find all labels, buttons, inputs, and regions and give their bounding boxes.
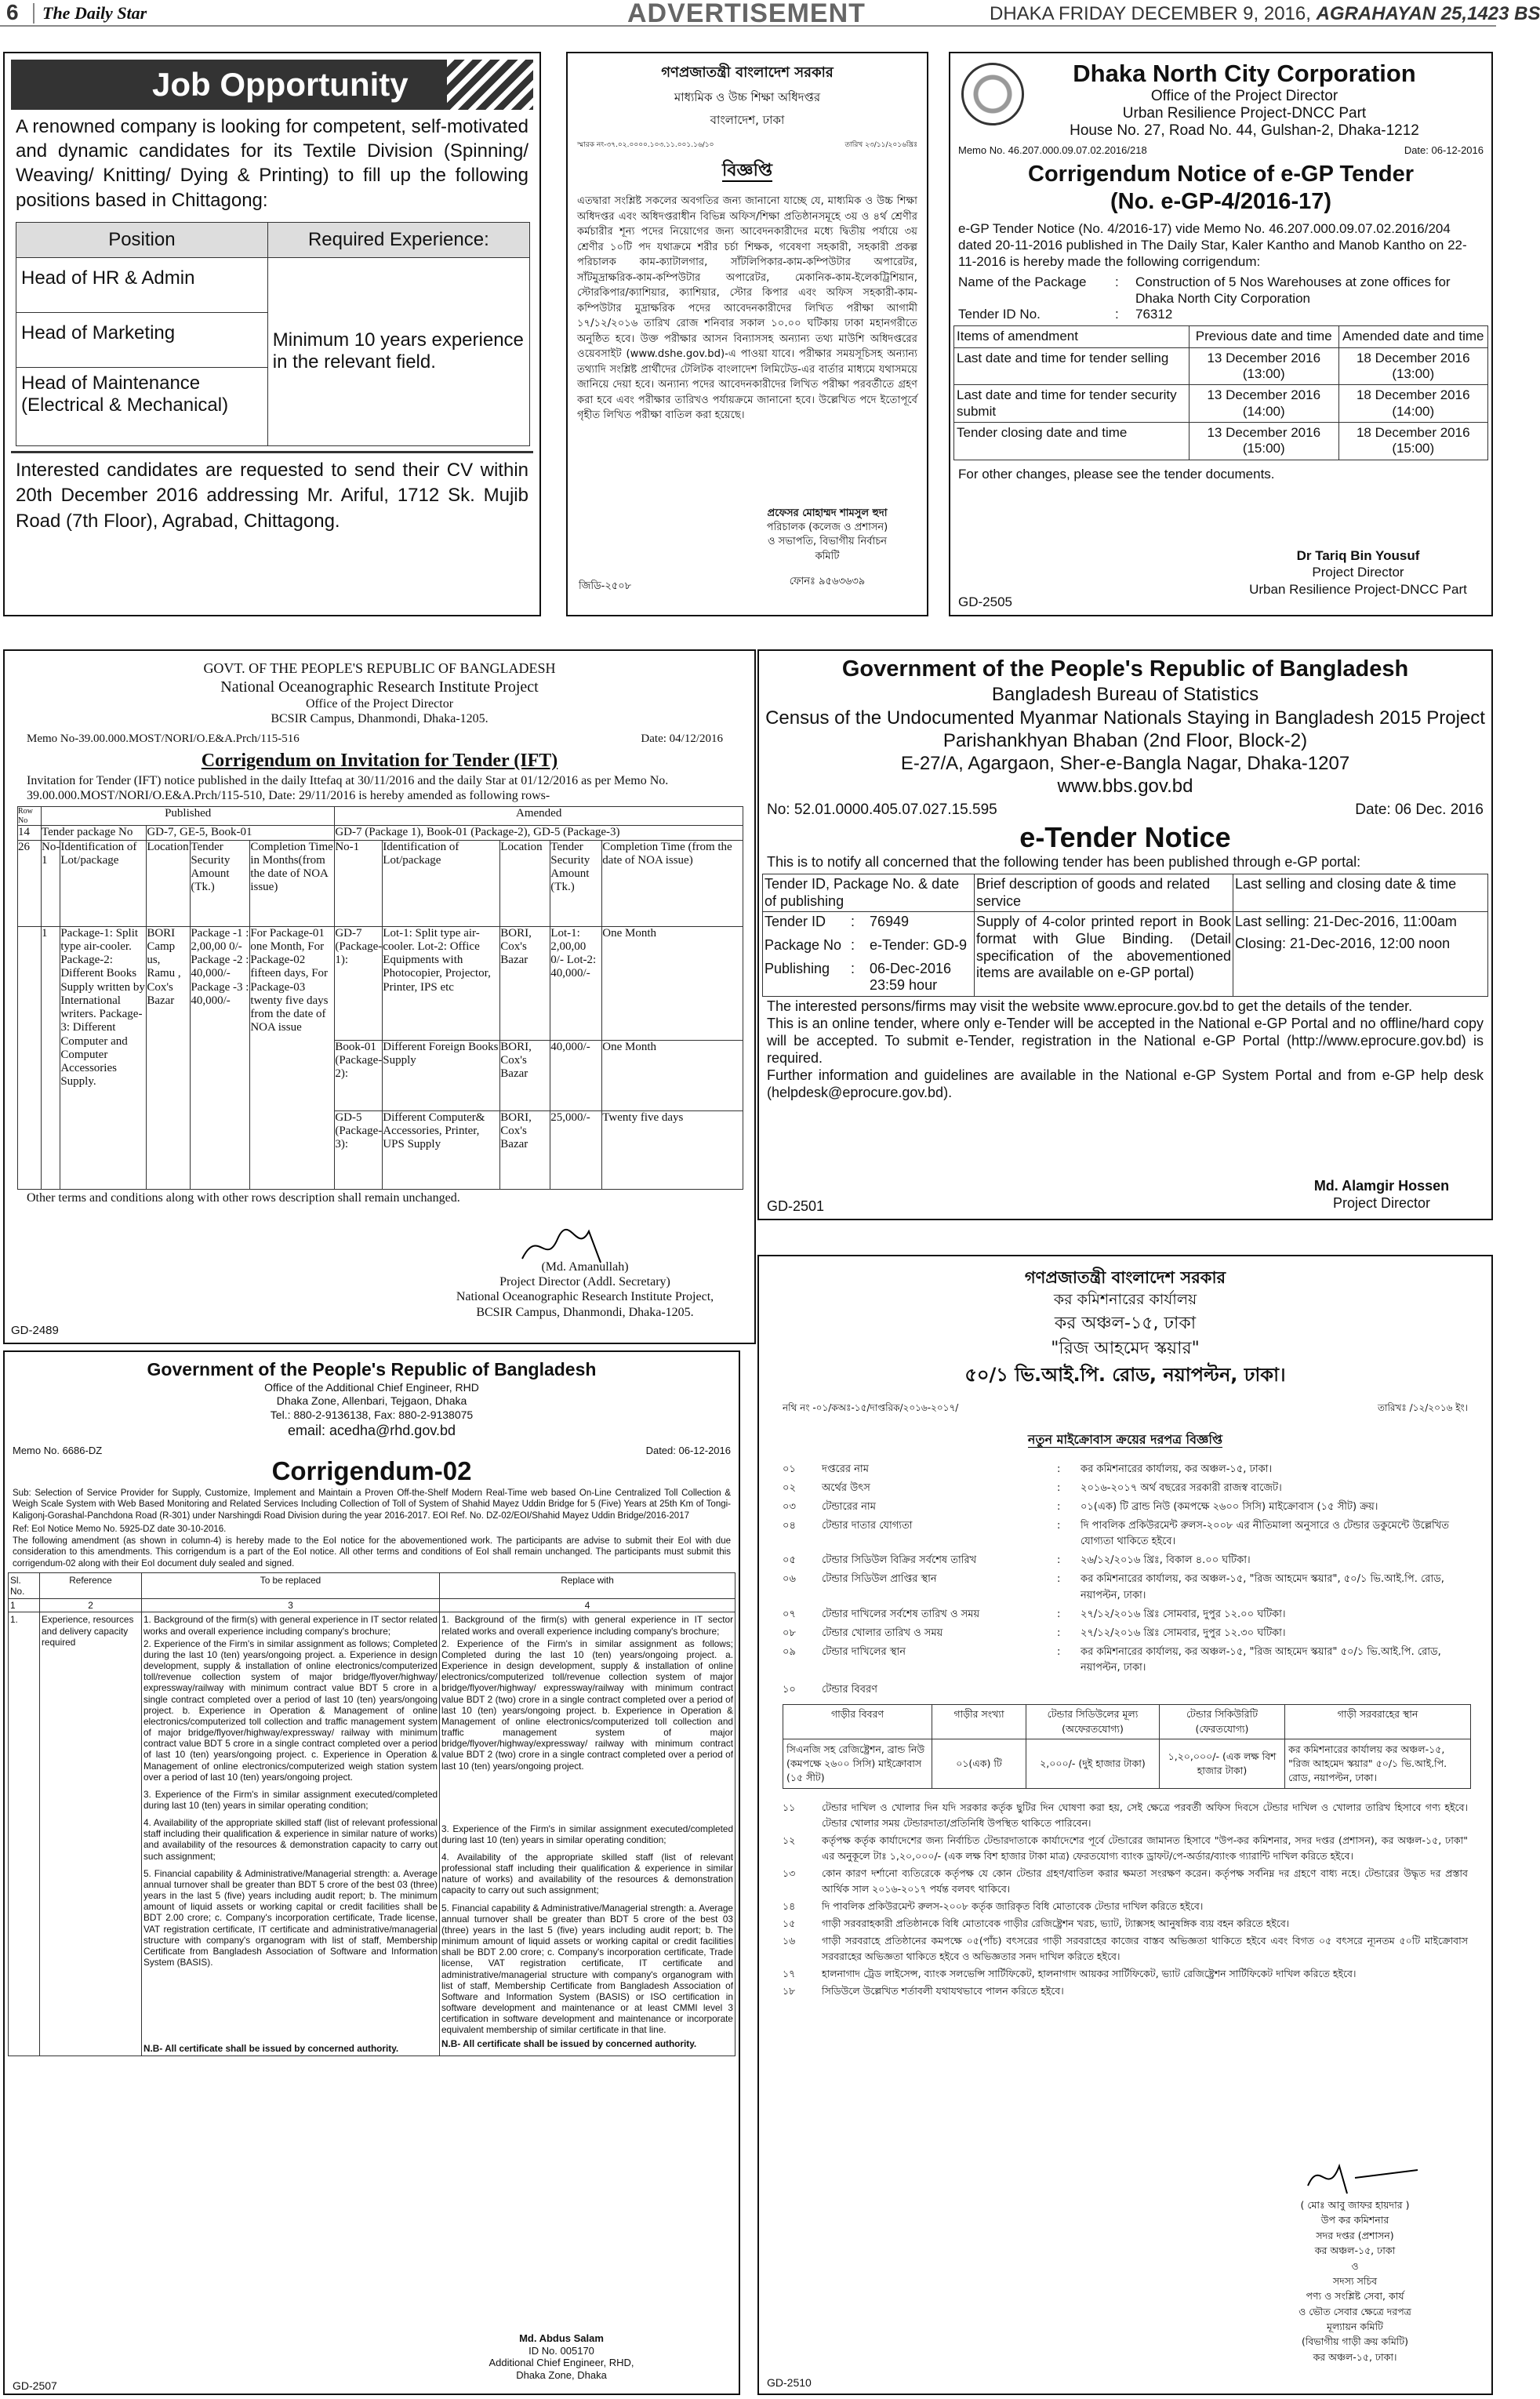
tax-notice: গণপ্রজাতন্ত্রী বাংলাদেশ সরকার কর কমিশনারের কার্যালয় কর অঞ্চল-১৫, ঢাকা "রিজ আহমেদ স্কয়ার" ৫০/১ ভি.আই.পি. রোড, নয়াপল্টন, ঢাকা। নথি নং -০১/কঅঃ-১৫/দাপ্তরিক/২০১৬-২০১৭/ তারিখঃ /১২/২০১৬ ইং। নতুন মাইক্রোবাস ক্রয়ের দরপত্র বিজ্ঞপ্তি ০১ দপ্তরের নাম : কর কমিশনারের কার্যালয়, কর অঞ্চল-১৫, ঢাকা। ০২ অর্থের উৎস : ২০১৬-২০১৭ অর্থ বছরের সরকারী রাজস্ব বাজেট। ০৩ টেন্ডারের নাম : ০১(এক) টি ব্রান্ড নিউ (কমপক্ষে ২৬০০ সিসি) মাইক্রোবাস (১৫ সীট) ক্রয়। ০৪ টেন্ডার দাতার যোগ্যতা : দি পাবলিক প্রকিউরমেন্ট রুলস-২০০৮ এর নীতিমালা অনুসারে ও টেন্ডার ডকুমেন্টে উল্লেখিত যোগ্যতা থাকিতে হইবে। ০৫ টেন্ডার সিডিউল বিক্রির সর্বশেষ তারিখ : ২৬/১২/২০১৬ খ্রিঃ, বিকাল ৪.০০ ঘটিকা। ০৬ টেন্ডার সিডিউল প্রাপ্তির স্থান : কর কমিশনারের কার্যালয়, কর অঞ্চল-১৫, "রিজ আহমেদ স্কয়ার", ৫০/১ ভি.আই.পি. রোড, নয়াপল্টন, ঢাকা। ০৭ টেন্ডার দাখিলের সর্বশেষ তারিখ ও সময় : ২৭/১২/২০১৬ খ্রিঃ সোমবার, দুপুর ১২.০০ ঘটিকা। ০৮ টেন্ডার খোলার তারিখ ও সময় : ২৭/১২/২০১৬ খ্রিঃ সোমবার, দুপুর ১২.৩০ ঘটিকা। ০৯ টেন্ডার দাখিলের স্থান : কর কমিশনারের কার্যালয়, কর অঞ্চল-১৫, "রিজ আহমেদ স্কয়ার" ৫০/১ ভি.আই.পি. রোড, নয়াপল্টন, ঢাকা। ১০ টেন্ডার বিবরণ গাড়ীর বিবরণ গাড়ীর সংখ্যা টেন্ডার সিডিউলের মূল্য (অফেরতযোগ্য) টেন্ডার সিকিউরিটি (ফেরতযোগ্য) গাড়ী সরবরাহের স্থান সিএনজি সহ রেজিষ্ট্রেশন, ব্রান্ড নিউ (কমপক্ষে ২৬০০ সিসি) মাইক্রোবাস (১৫ সীট) ০১(এক) টি ২,০০০/- (দুই হাজার টাকা) ১,২০,০০০/- (এক লক্ষ বিশ হাজার টাকা) কর কমিশনারের কার্যালয় কর অঞ্চল-১৫, "রিজ আহমেদ স্কয়ার" ৫০/১ ভি.আই.পি. রোড, নয়াপল্টন, ঢাকা। ১১ টেন্ডার দাখিল ও খোলার দিন যদি সরকার কর্তৃক ছুটির দিন ঘোষণা করা হয়, সেই ক্ষেত্রে পরবর্তী অফিস দিবসে টেন্ডার দাখিল ও খোলার তারিখ হিসাবে গণ্য হইবে। টেন্ডার খোলার সময় টেন্ডারদাতা/প্রতিনিধি উপস্থিত থাকিতে পারিবেন। ১২ কর্তৃপক্ষ কর্তৃক কার্যাদেশের জন্য নির্বাচিত টেন্ডারদাতাকে কার্যাদেশের পূর্বে টেন্ডারের জামানত হিসাবে "উপ-কর কমিশনার, সদর দপ্তর (প্রশাসন), কর অঞ্চল-১৫, ঢাকা" এর অনুকূলে টাঃ ১,২০,০০০/- (এক লক্ষ বিশ হাজার টাকা মাত্র) ফেরতযোগ্য ব্যাংক ড্রাফট/পে-অর্ডার/ব্যাংক গ্যারান্টি দাখিল করিতে হইবে। ১৩ কোন কারণ দর্শানো ব্যতিরেকে কর্তৃপক্ষ যে কোন টেন্ডার গ্রহণ/বাতিল করার ক্ষমতা সংরক্ষণ করেন। কর্তৃপক্ষ সর্বনিম্ন দর গ্রহণে বাধ্য নহে। টেন্ডারের উদ্ধৃত দর প্রস্তাব আর্থিক সাল ২০১৬-২০১৭ পর্যন্ত বলবৎ থাকিবে। ১৪ দি পাবলিক প্রকিউরমেন্ট রুলস-২০০৮ কর্তৃক জারিকৃত বিধি মোতাবেক টেন্ডার দাখিল করিতে হইবে। ১৫ গাড়ী সরবরাহকারী প্রতিষ্ঠানকে বিধি মোতাবেক গাড়ীর রেজিষ্ট্রেশন খরচ, ভ্যাট, ট্যাক্সসহ আনুষঙ্গিক ব্যয় বহন করিতে হইবে। ১৬ গাড়ী সরবরাহে প্রতিষ্ঠানের কমপক্ষে ০৫(পাঁচ) বৎসরের গাড়ী সরবরাহের কাজের বাস্তব অভিজ্ঞতা থাকিতে হইবে এবং বিগত ০৫ বৎসরে ন্যূনতম ৫০টি মাইক্রোবাস সরবরাহের অভিজ্ঞতা থাকিতে হইবে ও অভিজ্ঞতার সনদ দাখিল করিতে হইবে। ১৭ হালনাগাদ ট্রেড লাইসেন্স, ব্যাংক সলভেন্সি সার্টিফিকেট, হালনাগাদ আয়কর সার্টিফিকেট, ভ্যাট রেজিষ্ট্রেশন সার্টিফিকেট দাখিল করিতে হইবে। ১৮ সিডিউলে উল্লেখিত শর্তাবলী যথাযথভাবে পালন করিতে হইবে। ( মোঃ আবু জাফর হায়দার ) উপ কর কমিশনার সদর দপ্তর (প্রশাসন) কর অঞ্চল-১৫, ঢাকা ও সদস্য সচিব পণ্য ও সংশ্লিষ্ট সেবা, কার্য ও ভৌত সেবার ক্ষেত্রে দরপত্র মূল্যায়ন কমিটি (বিভাগীয় গাড়ী ক্রয় কমিটি) কর অঞ্চল-১৫, ঢাকা। GD-2510 [757, 1255, 1493, 2395]
stripes-decoration [447, 60, 533, 110]
edu-place: বাংলাদেশ, ঢাকা [710, 113, 785, 127]
section-title: ADVERTISEMENT [627, 0, 866, 28]
tax-heading: নতুন মাইক্রোবাস ক্রয়ের দরপত্র বিজ্ঞপ্তি [1027, 1431, 1223, 1447]
nori-notice: GOVT. OF THE PEOPLE'S REPUBLIC OF BANGLADESH National Oceanographic Research Institute Project Office of the Project Director BCSIR Campus, Dhanmondi, Dhaka-1205. Memo No-39.00.000.MOST/NORI/O.E&A.Prch/115-516 Date: 04/12/2016 Corrigendum on Invitation for Tender (IFT) Invitation for Tender (IFT) notice published in the daily Ittefaq at 30/11/2016 and the daily Star at 01/12/2016 as per Memo No. 39.00.000.MOST/NORI/O.E&A.Prch/115-510, Date: 29/11/2016 is hereby amended as following rows- Row No Published Amended 14 Tender package No GD-7, GE-5, Book-01 GD-7 (Package 1), Book-01 (Package-2), GD-5 (Package-3) 26 No-1 Identification of Lot/package Location Tender Security Amount (Tk.) Completion Time in Months(from the date of NOA issue) No-1 Identification of Lot/package Location Tender Security Amount (Tk.) Completion Time (from the date of NOA issue) 1 Package-1: Split type air-cooler. Package-2: Different Books Supply written by International writers. Package-3: Different Computer and Computer Accessories Supply. BORI Camp us, Ramu , Cox's Bazar Package -1 : 2,00,00 0/- Package -2 : 40,000/- Package -3 : 40,000/- For Package-01 one Month, For Package-02 fifteen days, For Package-03 twenty five days from the date of NOA issue GD-7 (Package-1): Lot-1: Split type air-cooler. Lot-2: Office Equipments with Photocopier, Projector, Printer, IPS etc BORI, Cox's Bazar Lot-1: 2,00,00 0/- Lot-2: 40,000/- One Month Book-01 (Package-2): Different Foreign Books Supply BORI, Cox's Bazar 40,000/- One Month GD-5 (Package-3): Different Computer& Accessories, Printer, UPS Supply BORI, Cox's Bazar 25,000/- Twenty five days Other terms and conditions along with other rows description shall remain unchanged. (Md. Amanullah) Project Director (Addl. Secretary) National Oceanographic Research Institute Project, BCSIR Campus, Dhanmondi, Dhaka-1205. GD-2489 [3, 649, 756, 1344]
edu-body: এতদ্বারা সংশ্লিষ্ট সকলের অবগতির জন্য জানানো যাচ্ছে যে, মাধ্যমিক ও উচ্চ শিক্ষা অধিদপ্তর এবং অধিদপ্তরাধীন বিভিন্ন অফিস/শিক্ষা প্রতিষ্ঠানসমূহে ৩য় ও ৪র্থ শ্রেণীর কর্মচারীর শূন্য পদের নিয়োগের জন্য আবেদনকারীদের মধ্যে দ্বিতীয় পর্যায়ে ৩য় শ্রেণীর ১০টি পদ যথাক্রমে শরীর চর্চা শিক্ষক, গবেষণা সহকারী, সহকারী প্রকল্প পরিচালক কাম-ক্যাটালগার, সাঁটলিপিকার-কাম-কম্পিউটার অপারেটর, সাঁটমুদ্রাক্ষরিক-কাম-কম্পিউটার অপারেটর, মেকানিক-কাম-ইলেকট্রিশিয়ান, স্টোরকিপার/ক্যাশিয়ার, ক্যাশিয়ার, স্টোর কিপার এবং অফিস সহকারী-কাম-কম্পিউটার মুদ্রাক্ষরিক পদের আবেদনকারীদের লিখিত পরীক্ষা আগামী ১৭/১২/২০১৬ তারিখ রোজ শনিবার সকাল ১০.০০ ঘটিকায় ঢাকা মহানগরীতে অনুষ্ঠিত হবে। উক্ত পরীক্ষার আসন বিন্যাসসহ অন্যান্য তথ্য মাউশি অধিদপ্তরের ওয়েবসাইট (www.dshe.gov.bd)-এ পাওয়া যাবে। পরীক্ষার সময়সূচিসহ অন্যান্য তথ্যাদি সংশ্লিষ্ট প্রার্থীদের টেলিটক বাংলাদেশ লিমিটেড-এর বার্তার মাধ্যমে যথাসময়ে জানিয়ে দেয়া হবে। অন্যান্য পদের আবেদনকারীদের লিখিত পরীক্ষা পরবর্তীতে গ্রহণ করা হবে এবং পরীক্ষার তারিখও পর্যায়ক্রমে জানানো হবে। উল্লেখিত পদে ইতোপূর্বে গৃহীত লিখিত পরীক্ষা বাতিল করা হয়েছে। [577, 195, 917, 422]
job-col-experience: Required Experience: [267, 222, 529, 257]
edu-notice: গণপ্রজাতন্ত্রী বাংলাদেশ সরকার মাধ্যমিক ও উচ্চ শিক্ষা অধিদপ্তর বাংলাদেশ, ঢাকা স্মারক নং-৩৭.০২.০০০০.১০৩.১১.০০১.১৬/১০ তারিখ ২৩/১১/২০১৬খ্রিঃ বিজ্ঞপ্তি এতদ্বারা সংশ্লিষ্ট সকলের অবগতির জন্য জানানো যাচ্ছে যে, মাধ্যমিক ও উচ্চ শিক্ষা অধিদপ্তর এবং অধিদপ্তরাধীন বিভিন্ন অফিস/শিক্ষা প্রতিষ্ঠানসমূহে ৩য় ও ৪র্থ শ্রেণীর কর্মচারীর শূন্য পদের নিয়োগের জন্য আবেদনকারীদের মধ্যে দ্বিতীয় পর্যায়ে ৩য় শ্রেণীর ১০টি পদ যথাক্রমে শরীর চর্চা শিক্ষক, গবেষণা সহকারী, সহকারী প্রকল্প পরিচালক কাম-ক্যাটালগার, সাঁটলিপিকার-কাম-কম্পিউটার অপারেটর, সাঁটমুদ্রাক্ষরিক-কাম-কম্পিউটার অপারেটর, মেকানিক-কাম-ইলেকট্রিশিয়ান, স্টোরকিপার/ক্যাশিয়ার, ক্যাশিয়ার, স্টোর কিপার এবং অফিস সহকারী-কাম-কম্পিউটার মুদ্রাক্ষরিক পদের আবেদনকারীদের লিখিত পরীক্ষা আগামী ১৭/১২/২০১৬ তারিখ রোজ শনিবার সকাল ১০.০০ ঘটিকায় ঢাকা মহানগরীতে অনুষ্ঠিত হবে। উক্ত পরীক্ষার আসন বিন্যাসসহ অন্যান্য তথ্য মাউশি অধিদপ্তরের ওয়েবসাইট (www.dshe.gov.bd)-এ পাওয়া যাবে। পরীক্ষার সময়সূচিসহ অন্যান্য তথ্যাদি সংশ্লিষ্ট প্রার্থীদের টেলিটক বাংলাদেশ লিমিটেড-এর বার্তার মাধ্যমে যথাসময়ে জানিয়ে দেয়া হবে। অন্যান্য পদের আবেদনকারীদের লিখিত পরীক্ষা পরবর্তীতে গ্রহণ করা হবে এবং পরীক্ষার তারিখও পর্যায়ক্রমে জানানো হবে। উল্লেখিত পদে ইতোপূর্বে গৃহীত লিখিত পরীক্ষা বাতিল করা হয়েছে। প্রফেসর মোহাম্মদ শামসুল হুদা পরিচালক (কলেজ ও প্রশাসন) ও সভাপতি, বিভাগীয় নির্বাচন কমিটি ফোনঃ ৯৫৬৩৬৩৯ জিডি-২৫০৮ [566, 52, 928, 616]
tax-signature-icon [1300, 2154, 1426, 2201]
job-position: Head of Marketing [16, 312, 268, 367]
edu-signer: প্রফেসর মোহাম্মদ শামসুল হুদা [767, 507, 888, 519]
job-title: Job Opportunity [152, 66, 409, 103]
nori-title: Corrigendum on Invitation for Tender (IFT) [201, 750, 558, 771]
job-intro: A renowned company is looking for competent, self-motivated and dynamic candidates for its Textile Division (Spinning/ Weaving/ Knitting/ Dying & Printing) to fill up the following positions based in Chittagong: [16, 116, 528, 211]
job-position: Head of HR & Admin [16, 257, 268, 312]
dncc-notice: Dhaka North City Corporation Office of the Project Director Urban Resilience Project-DNCC Part House No. 27, Road No. 44, Gulshan-2, Dhaka-1212 Memo No. 46.207.000.09.07.02.2016/218 Date: 06-12-2016 Corrigendum Notice of e-GP Tender (No. e-GP-4/2016-17) e-GP Tender Notice (No. 4/2016-17) vide Memo No. 46.207.000.09.07.02.2016/204 dated 20-11-2016 published in The Daily Star, Kaler Kantho and Manob Kantho on 22-11-2016 is hereby made the following corrigendum: Name of the Package : Construction of 5 Nos Warehouses at zone offices for Dhaka North City Corporation Tender ID No. : 76312 Items of amendment Previous date and time Amended date and time Last date and time for tender selling 13 December 2016 (13:00) 18 December 2016 (13:00) Last date and time for tender security submit 13 December 2016 (14:00) 18 December 2016 (14:00) Tender closing date and time 13 December 2016 (15:00) 18 December 2016 (15:00) For other changes, please see the tender documents. Dr Tariq Bin Yousuf Project Director Urban Resilience Project-DNCC Part GD-2505 [949, 52, 1493, 616]
dncc-title: Dhaka North City Corporation [1073, 60, 1416, 87]
job-col-position: Position [16, 222, 268, 257]
tax-code: GD-2510 [767, 2376, 812, 2389]
bbs-table: Tender ID, Package No. & date of publishing Brief description of goods and related service Last selling and closing date & time Tender ID : 76949 Package No : e-Tender: GD-9 Publishing : 06-Dec-2016 23:59 hour Supply of 4-color printed report in Book format with Glue Binding. (Detail specification of the abovementioned items are available on e-GP portal) Last selling: 21-Dec-2016, 11:00am Closing: 21-Dec-2016, 12:00 noon [762, 874, 1488, 997]
paper-logo: The Daily Star [33, 3, 147, 24]
rhd-notice: Government of the People's Republic of Bangladesh Office of the Additional Chief Engineer, RHD Dhaka Zone, Allenbari, Tejgaon, Dhaka Tel.: 880-2-9136138, Fax: 880-2-9138075 email: acedha@rhd.gov.bd Memo No. 6686-DZ Dated: 06-12-2016 Corrigendum-02 Sub: Selection of Service Provider for Supply, Customize, Implement and Maintain a Proven Off-the-Shelf Modern Real-Time web based On-Line Centralized Toll Collection & Weigh Scale System with Web Based Monitoring and Related Services Including Collection of Toll of System of Shahid Mayez Uddin Bridge for 5 (Five) Years at 25th Km of Tongi-Kaligonj-Gorashal-Panchdona Road (R-301) under Narshingdi Road Division during the year 2016-2017. EOI Ref. No. DZ-02/EOI/Shahid Mayez Uddin Bridge/2016-2017 Ref: EoI Notice Memo No. 5925-DZ date 30-10-2016. The following amendment (as shown in column-4) is hereby made to the EoI notice for the abovementioned work. The participants are advise to submit their EoI with due consideration to this amendments. This corrigendum is a part of the EoI notice. All other terms and conditions of EoI shall remain unchanged. The participants must submit this corrigendum-02 along with their EoI document duly sealed and signed. Sl. No. Reference To be replaced Replace with 1 2 3 4 1. Experience, resources and delivery capacity required 1. Background of the firm(s) with general experience in IT sector related works and overall experience including company's brochure; 2. Experience of the Firm's in similar assignment as follows; Completed during the last 10 (ten) years/ongoing project. a. Experience in design development, supply & installation of online electronics/computerized toll/revenue collection system of major bridge/flyover/highway/ expressway/railway with minimum contract value BDT 5 crore in a single contract completed over a period of last 10 (ten) years/ongoing project. b. Experience in Operation & Management of online electronics/computerized toll collection and traffic management system of major bridge/flyover/highway/expressway/ railway with minimum contract value BDT 5 crore in a single contract completed over a period of last 10 (ten) years/ongoing project. c. Experience in Operation & Management of online electronics/computerized weigh station system over a period of last 10 (ten) years/ongoing project. 3. Experience of the Firm's in similar assignment executed/completed during last 10 (ten) years in similar operating condition; 4. Availability of the appropriate skilled staff (list of relevant professional staff including their qualification & experience in similar nature of works) and availability of the resources & demonstration capacity to carry out such assignment; 5. Financial capability & Administrative/Managerial strength: a. Average annual turnover shall be greater than BDT 5 crore of the best 03 (three) years in the last 5 (five) years including audit report; b. The minimum amount of liquid assets or working capital or credit facilities shall be BDT 2.00 crore; c. Company's incorporation certificate, Trade license, VAT registration certificate, IT certificate and administrative/managerial structure with company's organogram with list of staff, Membership Certificate from Bangladesh Association of Software and Information System (BASIS). N.B- All certificate shall be issued by concerned authority. 1. Background of the firm(s) with general experience in IT sector related works and overall experience including company's brochure; 2. Experience of the Firm's in similar assignment as follows; Completed during the last 10 (ten) years/ongoing project. a. Experience in design development, supply & installation of online electronics/computerized toll/revenue collection system of major bridge/flyover/highway/ expressway/railway with minimum contract value BDT 2 (two) crore in a single contract completed over a period of last 10 (ten) years/ongoing project. b. Experience in Operation & Management of online electronics/computerized toll collection and traffic management system of major bridge/flyover/highway/expressway/ railway with minimum contract value BDT 2 (two) crore in a single contract completed over a period of last 10 (ten) years/ongoing project. 3. Experience of the Firm's in similar assignment executed/completed during last 10 (ten) years in similar operating condition; 4. Availability of the appropriate skilled staff (list of relevant professional staff including their qualification & experience in similar nature of works) and availability of the resources & demonstration capacity to carry out such assignment; 5. Financial capability & Administrative/Managerial strength: a. Average annual turnover shall be greater than BDT 5 crore of the best 03 (three) years in the last 5 (five) years including audit report; b. The minimum amount of liquid assets or working capital or credit facilities shall be BDT 2.00 crore; c. Company's incorporation certificate, Trade license, VAT registration certificate, IT certificate and administrative/managerial structure with company's organogram with list of staff, Membership Certificate from Bangladesh Association of Software and Information System (BASIS) or ISO certification in software development and maintenance or at least CMMI level 3 certification in software development and maintenance or incorporate equivalent membership of similar certificate in that line. N.B- All certificate shall be issued by concerned authority. Md. Abdus Salam ID No. 005170 Additional Chief Engineer, RHD, Dhaka Zone, Dhaka GD-2507 [3, 1350, 740, 2395]
job-table [16, 222, 530, 446]
tax-table: গাড়ীর বিবরণ গাড়ীর সংখ্যা টেন্ডার সিডিউলের মূল্য (অফেরতযোগ্য) টেন্ডার সিকিউরিটি (ফেরতযোগ্য) গাড়ী সরবরাহের স্থান সিএনজি সহ রেজিষ্ট্রেশন, ব্রান্ড নিউ (কমপক্ষে ২৬০০ সিসি) মাইক্রোবাস (১৫ সীট) ০১(এক) টি ২,০০০/- (দুই হাজার টাকা) ১,২০,০০০/- (এক লক্ষ বিশ হাজার টাকা) কর কমিশনারের কার্যালয় কর অঞ্চল-১৫, "রিজ আহমেদ স্কয়ার" ৫০/১ ভি.আই.পি. রোড, নয়াপল্টন, ঢাকা। [783, 1704, 1471, 1789]
edu-date: তারিখ ২৩/১১/২০১৬খ্রিঃ [844, 141, 917, 149]
nori-code: GD-2489 [11, 1324, 59, 1337]
bbs-notice: Government of the People's Republic of Bangladesh Bangladesh Bureau of Statistics Census of the Undocumented Myanmar Nationals Staying in Bangladesh 2015 Project Parishankhyan Bhaban (2nd Floor, Block-2) E-27/A, Agargaon, Sher-e-Bangla Nagar, Dhaka-1207 www.bbs.gov.bd No: 52.01.0000.405.07.027.15.595 Date: 06 Dec. 2016 e-Tender Notice This is to notify all concerned that the following tender has been published through e-GP portal: Tender ID, Package No. & date of publishing Brief description of goods and related service Last selling and closing date & time Tender ID : 76949 Package No : e-Tender: GD-9 Publishing : 06-Dec-2016 23:59 hour Supply of 4-color printed report in Book format with Glue Binding. (Detail specification of the abovementioned items are available on e-GP portal) Last selling: 21-Dec-2016, 11:00am Closing: 21-Dec-2016, 12:00 noon The interested persons/firms may visit the website www.eprocure.gov.bd to get the details of the tender. This is an online tender, where only e-Tender will be accepted in the National e-GP Portal and no offline/hard copy will be accepted. To submit e-Tender, registration in the National e-GP Portal (http://www.eprocure.gov.bd) is required. Further information and guidelines are available in the National e-GP System Portal and from e-GP help desk (helpdesk@eprocure.gov.bd). Md. Alamgir Hossen Project Director GD-2501 [757, 649, 1493, 1220]
edu-title: বিজ্ঞপ্তি [722, 161, 772, 180]
rhd-code: GD-2507 [13, 2379, 57, 2392]
job-ad [3, 52, 541, 616]
header-date: DHAKA FRIDAY DECEMBER 9, 2016, AGRAHAYAN 25,1423 BS [990, 3, 1540, 24]
bbs-heading: e-Tender Notice [1019, 820, 1231, 853]
rhd-table: Sl. No. Reference To be replaced Replace with 1 2 3 4 1. Experience, resources and delivery capacity required 1. Background of the firm(s) with general experience in IT sector related works and overall experience including company's brochure; 2. Experience of the Firm's in similar assignment as follows; Completed during the last 10 (ten) years/ongoing project. a. Experience in design development, supply & installation of online electronics/computerized toll/revenue collection system of major bridge/flyover/highway/ expressway/railway with minimum contract value BDT 5 crore in a single contract completed over a period of last 10 (ten) years/ongoing project. b. Experience in Operation & Management of online electronics/computerized toll collection and traffic management system of major bridge/flyover/highway/expressway/ railway with minimum contract value BDT 5 crore in a single contract completed over a period of last 10 (ten) years/ongoing project. c. Experience in Operation & Management of online electronics/computerized weigh station system over a period of last 10 (ten) years/ongoing project. 3. Experience of the Firm's in similar assignment executed/completed during last 10 (ten) years in similar operating condition; 4. Availability of the appropriate skilled staff (list of relevant professional staff including their qualification & experience in similar nature of works) and availability of the resources & demonstration capacity to carry out such assignment; 5. Financial capability & Administrative/Managerial strength: a. Average annual turnover shall be greater than BDT 5 crore of the best 03 (three) years in the last 5 (five) years including audit report; b. The minimum amount of liquid assets or working capital or credit facilities shall be BDT 2.00 crore; c. Company's incorporation certificate, Trade license, VAT registration certificate, IT certificate and administrative/managerial structure with company's organogram with list of staff, Membership Certificate from Bangladesh Association of Software and Information System (BASIS). N.B- All certificate shall be issued by concerned authority. 1. Background of the firm(s) with general experience in IT sector related works and overall experience including company's brochure; 2. Experience of the Firm's in similar assignment as follows; Completed during the last 10 (ten) years/ongoing project. a. Experience in design development, supply & installation of online electronics/computerized toll/revenue collection system of major bridge/flyover/highway/ expressway/railway with minimum contract value BDT 2 (two) crore in a single contract completed over a period of last 10 (ten) years/ongoing project. b. Experience in Operation & Management of online electronics/computerized toll collection and traffic management system of major bridge/flyover/highway/expressway/ railway with minimum contract value BDT 2 (two) crore in a single contract completed over a period of last 10 (ten) years/ongoing project. 3. Experience of the Firm's in similar assignment executed/completed during last 10 (ten) years in similar operating condition; 4. Availability of the appropriate skilled staff (list of relevant professional staff including their qualification & experience in similar nature of works) and availability of the resources & demonstration capacity to carry out such assignment; 5. Financial capability & Administrative/Managerial strength: a. Average annual turnover shall be greater than BDT 5 crore of the best 03 (three) years in the last 5 (five) years including audit report; b. The minimum amount of liquid assets or working capital or credit facilities shall be BDT 2.00 crore; c. Company's incorporation certificate, Trade license, VAT registration certificate, IT certificate and administrative/managerial structure with company's organogram with list of staff, Membership Certificate from Bangladesh Association of Software and Information System (BASIS) or ISO certification in software development and maintenance or at least CMMI level 3 certification in software development and maintenance or incorporate equivalent membership of similar certificate in that line. N.B- All certificate shall be issued by concerned authority. [8, 1572, 735, 2056]
job-title-bar [11, 60, 533, 110]
edu-govt: গণপ্রজাতন্ত্রী বাংলাদেশ সরকার [661, 64, 834, 81]
page-header [0, 0, 1540, 28]
nori-table: Row No Published Amended 14 Tender package No GD-7, GE-5, Book-01 GD-7 (Package 1), Book-01 (Package-2), GD-5 (Package-3) 26 No-1 Identification of Lot/package Location Tender Security Amount (Tk.) Completion Time in Months(from the date of NOA issue) No-1 Identification of Lot/package Location Tender Security Amount (Tk.) Completion Time (from the date of NOA issue) 1 Package-1: Split type air-cooler. Package-2: Different Books Supply written by International writers. Package-3: Different Computer and Computer Accessories Supply. BORI Camp us, Ramu , Cox's Bazar Package -1 : 2,00,00 0/- Package -2 : 40,000/- Package -3 : 40,000/- For Package-01 one Month, For Package-02 fifteen days, For Package-03 twenty five days from the date of NOA issue GD-7 (Package-1): Lot-1: Split type air-cooler. Lot-2: Office Equipments with Photocopier, Projector, Printer, IPS etc BORI, Cox's Bazar Lot-1: 2,00,00 0/- Lot-2: 40,000/- One Month Book-01 (Package-2): Different Foreign Books Supply BORI, Cox's Bazar 40,000/- One Month GD-5 (Package-3): Different Computer& Accessories, Printer, UPS Supply BORI, Cox's Bazar 25,000/- Twenty five days [17, 806, 743, 1189]
dncc-code: GD-2505 [958, 594, 1012, 609]
dncc-heading: Corrigendum Notice of e-GP Tender (No. e-GP-4/2016-17) [1028, 162, 1414, 214]
rhd-heading: Corrigendum-02 [271, 1456, 472, 1485]
job-position: Head of Maintenance (Electrical & Mechanical) [16, 367, 268, 445]
dncc-logo-icon [961, 63, 1024, 125]
edu-memo: স্মারক নং-৩৭.০২.০০০০.১০৩.১১.০০১.১৬/১০ [577, 141, 714, 149]
edu-dept: মাধ্যমিক ও উচ্চ শিক্ষা অধিদপ্তর [674, 90, 821, 104]
page-number: 6 [6, 0, 19, 24]
edu-code: জিডি-২৫০৮ [579, 580, 632, 592]
job-footer: Interested candidates are requested to send their CV within 20th December 2016 addressing Mr. Ariful, 1712 Sk. Mujib Road (7th Floor), Agrabad, Chittagong. [11, 451, 533, 539]
dncc-table: Items of amendment Previous date and time Amended date and time Last date and time for tender selling 13 December 2016 (13:00) 18 December 2016 (13:00) Last date and time for tender security submit 13 December 2016 (14:00) 18 December 2016 (14:00) Tender closing date and time 13 December 2016 (15:00) 18 December 2016 (15:00) [953, 325, 1488, 460]
bbs-code: GD-2501 [767, 1198, 825, 1214]
job-experience: Minimum 10 years experience in the relevant field. [267, 257, 529, 445]
